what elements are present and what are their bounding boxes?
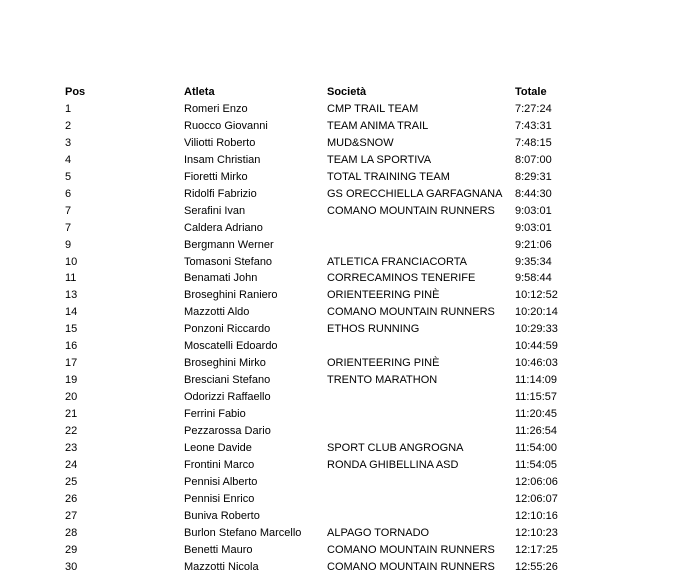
position-cell: 21 [65, 408, 78, 421]
club-cell: SPORT CLUB ANGROGNA [327, 442, 464, 455]
club-cell [327, 491, 515, 508]
position-cell: 17 [65, 357, 78, 370]
club-cell: TEAM LA SPORTIVA [327, 153, 432, 166]
athlete-cell: Benamati John [184, 272, 258, 285]
header-club: Società [327, 86, 367, 98]
position-cell: 16 [65, 340, 78, 353]
position-cell: 28 [65, 526, 78, 539]
table-row [0, 457, 595, 474]
table-row [0, 508, 595, 525]
row-spacer [0, 135, 65, 152]
club-cell [327, 508, 515, 525]
position-cell: 23 [65, 442, 78, 455]
club-cell: TOTAL TRAINING TEAM [327, 170, 450, 183]
athlete-cell: Fioretti Mirko [184, 170, 248, 183]
row-spacer [0, 220, 65, 237]
position-cell: 5 [65, 170, 72, 183]
total-time-cell: 10:46:03 [515, 357, 558, 370]
club-cell: COMANO MOUNTAIN RUNNERS [327, 560, 495, 573]
position-cell: 7 [65, 221, 72, 234]
athlete-cell: Romeri Enzo [184, 102, 248, 115]
athlete-cell: Tomasoni Stefano [184, 255, 273, 268]
club-cell [327, 220, 515, 237]
position-cell: 14 [65, 306, 78, 319]
position-cell: 11 [65, 272, 77, 285]
athlete-cell: Insam Christian [184, 153, 261, 166]
athlete-cell: Leone Davide [184, 442, 252, 455]
header-total: Totale [515, 86, 547, 98]
table-row [0, 542, 595, 559]
row-spacer [0, 186, 65, 203]
row-spacer [0, 118, 65, 135]
club-cell: ALPAGO TORNADO [327, 526, 430, 539]
table-row [0, 287, 595, 304]
table-row [0, 474, 595, 491]
total-time-cell: 12:55:26 [515, 560, 558, 573]
club-cell: MUD&SNOW [327, 136, 394, 149]
position-cell: 1 [65, 102, 72, 115]
athlete-cell: Ferrini Fabio [184, 408, 246, 421]
position-cell: 19 [65, 374, 78, 387]
total-time-cell: 11:15:57 [515, 391, 558, 404]
table-row [0, 152, 595, 169]
total-time-cell: 8:29:31 [515, 170, 552, 183]
row-spacer [0, 372, 65, 389]
total-time-cell: 10:20:14 [515, 306, 558, 319]
position-cell: 20 [65, 391, 78, 404]
athlete-cell: Broseghini Raniero [184, 289, 278, 302]
total-time-cell: 11:54:00 [515, 442, 558, 455]
athlete-cell: Burlon Stefano Marcello [184, 526, 302, 539]
table-row [0, 169, 595, 186]
table-row [0, 406, 595, 423]
position-cell: 2 [65, 119, 72, 132]
athlete-cell: Bergmann Werner [184, 238, 274, 251]
table-row [0, 372, 595, 389]
row-spacer [0, 474, 65, 491]
row-spacer [0, 542, 65, 559]
table-row [0, 491, 595, 508]
row-spacer [0, 423, 65, 440]
total-time-cell: 9:58:44 [515, 272, 552, 285]
table-row [0, 237, 595, 254]
position-cell: 25 [65, 475, 78, 488]
position-cell: 22 [65, 425, 78, 438]
club-cell: GS ORECCHIELLA GARFAGNANA [327, 187, 503, 200]
row-spacer [0, 101, 65, 118]
athlete-cell: Bresciani Stefano [184, 374, 271, 387]
position-cell: 3 [65, 136, 72, 149]
club-cell: ETHOS RUNNING [327, 323, 420, 336]
header-spacer [0, 84, 65, 101]
total-time-cell: 7:48:15 [515, 136, 552, 149]
total-time-cell: 7:27:24 [515, 102, 552, 115]
position-cell: 30 [65, 560, 78, 573]
position-cell: 29 [65, 543, 78, 556]
club-cell [327, 474, 515, 491]
athlete-cell: Buniva Roberto [184, 509, 260, 522]
position-cell: 6 [65, 187, 72, 200]
table-row [0, 135, 595, 152]
table-row [0, 338, 595, 355]
table-row [0, 203, 595, 220]
position-cell: 13 [65, 289, 78, 302]
table-row [0, 118, 595, 135]
table-row [0, 525, 595, 542]
results-body [0, 101, 595, 576]
athlete-cell: Moscatelli Edoardo [184, 340, 278, 353]
club-cell: CORRECAMINOS TENERIFE [327, 272, 476, 285]
position-cell: 7 [65, 204, 72, 217]
results-table [0, 84, 595, 576]
club-cell: RONDA GHIBELLINA ASD [327, 458, 459, 471]
club-cell: COMANO MOUNTAIN RUNNERS [327, 306, 495, 319]
row-spacer [0, 254, 65, 271]
position-cell: 26 [65, 492, 78, 505]
total-time-cell: 11:26:54 [515, 425, 558, 438]
row-spacer [0, 389, 65, 406]
table-row [0, 440, 595, 457]
table-row [0, 304, 595, 321]
row-spacer [0, 338, 65, 355]
club-cell: COMANO MOUNTAIN RUNNERS [327, 204, 495, 217]
table-row [0, 355, 595, 372]
athlete-cell: Pezzarossa Dario [184, 425, 271, 438]
header-row [0, 84, 595, 101]
total-time-cell: 12:17:25 [515, 543, 558, 556]
total-time-cell: 11:54:05 [515, 458, 558, 471]
row-spacer [0, 457, 65, 474]
table-row [0, 220, 595, 237]
club-cell: ORIENTEERING PINÈ [327, 357, 440, 370]
total-time-cell: 9:21:06 [515, 238, 552, 251]
table-row [0, 270, 595, 287]
club-cell [327, 389, 515, 406]
row-spacer [0, 559, 65, 576]
club-cell: ATLETICA FRANCIACORTA [327, 255, 467, 268]
athlete-cell: Ruocco Giovanni [184, 119, 268, 132]
total-time-cell: 8:07:00 [515, 153, 552, 166]
table-row [0, 186, 595, 203]
row-spacer [0, 270, 65, 287]
athlete-cell: Serafini Ivan [184, 204, 246, 217]
row-spacer [0, 406, 65, 423]
club-cell: CMP TRAIL TEAM [327, 102, 419, 115]
total-time-cell: 9:35:34 [515, 255, 552, 268]
position-cell: 4 [65, 153, 72, 166]
table-row [0, 389, 595, 406]
athlete-cell: Mazzotti Nicola [184, 560, 259, 573]
table-row [0, 423, 595, 440]
total-time-cell: 8:44:30 [515, 187, 552, 200]
club-cell: TEAM ANIMA TRAIL [327, 119, 429, 132]
athlete-cell: Pennisi Enrico [184, 492, 255, 505]
position-cell: 15 [65, 323, 78, 336]
row-spacer [0, 237, 65, 254]
row-spacer [0, 525, 65, 542]
table-row [0, 101, 595, 118]
club-cell [327, 423, 515, 440]
total-time-cell: 11:20:45 [515, 408, 558, 421]
athlete-cell: Mazzotti Aldo [184, 306, 250, 319]
row-spacer [0, 287, 65, 304]
total-time-cell: 10:12:52 [515, 289, 558, 302]
athlete-cell: Ridolfi Fabrizio [184, 187, 257, 200]
athlete-cell: Caldera Adriano [184, 221, 263, 234]
total-time-cell: 9:03:01 [515, 204, 552, 217]
club-cell [327, 237, 515, 254]
athlete-cell: Benetti Mauro [184, 543, 253, 556]
table-row [0, 321, 595, 338]
table-row [0, 254, 595, 271]
row-spacer [0, 169, 65, 186]
total-time-cell: 12:06:06 [515, 475, 558, 488]
row-spacer [0, 304, 65, 321]
row-spacer [0, 491, 65, 508]
athlete-cell: Frontini Marco [184, 458, 255, 471]
table-row [0, 559, 595, 576]
total-time-cell: 12:06:07 [515, 492, 558, 505]
athlete-cell: Broseghini Mirko [184, 357, 266, 370]
athlete-cell: Pennisi Alberto [184, 475, 258, 488]
row-spacer [0, 152, 65, 169]
row-spacer [0, 508, 65, 525]
position-cell: 9 [65, 238, 72, 251]
header-athlete: Atleta [184, 86, 215, 98]
club-cell: TRENTO MARATHON [327, 374, 438, 387]
total-time-cell: 12:10:16 [515, 509, 558, 522]
total-time-cell: 9:03:01 [515, 221, 552, 234]
row-spacer [0, 321, 65, 338]
row-spacer [0, 203, 65, 220]
total-time-cell: 11:14:09 [515, 374, 558, 387]
club-cell [327, 406, 515, 423]
club-cell [327, 338, 515, 355]
row-spacer [0, 355, 65, 372]
position-cell: 10 [65, 255, 78, 268]
total-time-cell: 12:10:23 [515, 526, 558, 539]
position-cell: 24 [65, 458, 78, 471]
club-cell: ORIENTEERING PINÈ [327, 289, 440, 302]
athlete-cell: Odorizzi Raffaello [184, 391, 271, 404]
total-time-cell: 7:43:31 [515, 119, 552, 132]
header-pos: Pos [65, 86, 86, 98]
position-cell: 27 [65, 509, 78, 522]
total-time-cell: 10:44:59 [515, 340, 558, 353]
club-cell: COMANO MOUNTAIN RUNNERS [327, 543, 495, 556]
athlete-cell: Ponzoni Riccardo [184, 323, 271, 336]
total-time-cell: 10:29:33 [515, 323, 558, 336]
row-spacer [0, 440, 65, 457]
athlete-cell: Viliotti Roberto [184, 136, 256, 149]
